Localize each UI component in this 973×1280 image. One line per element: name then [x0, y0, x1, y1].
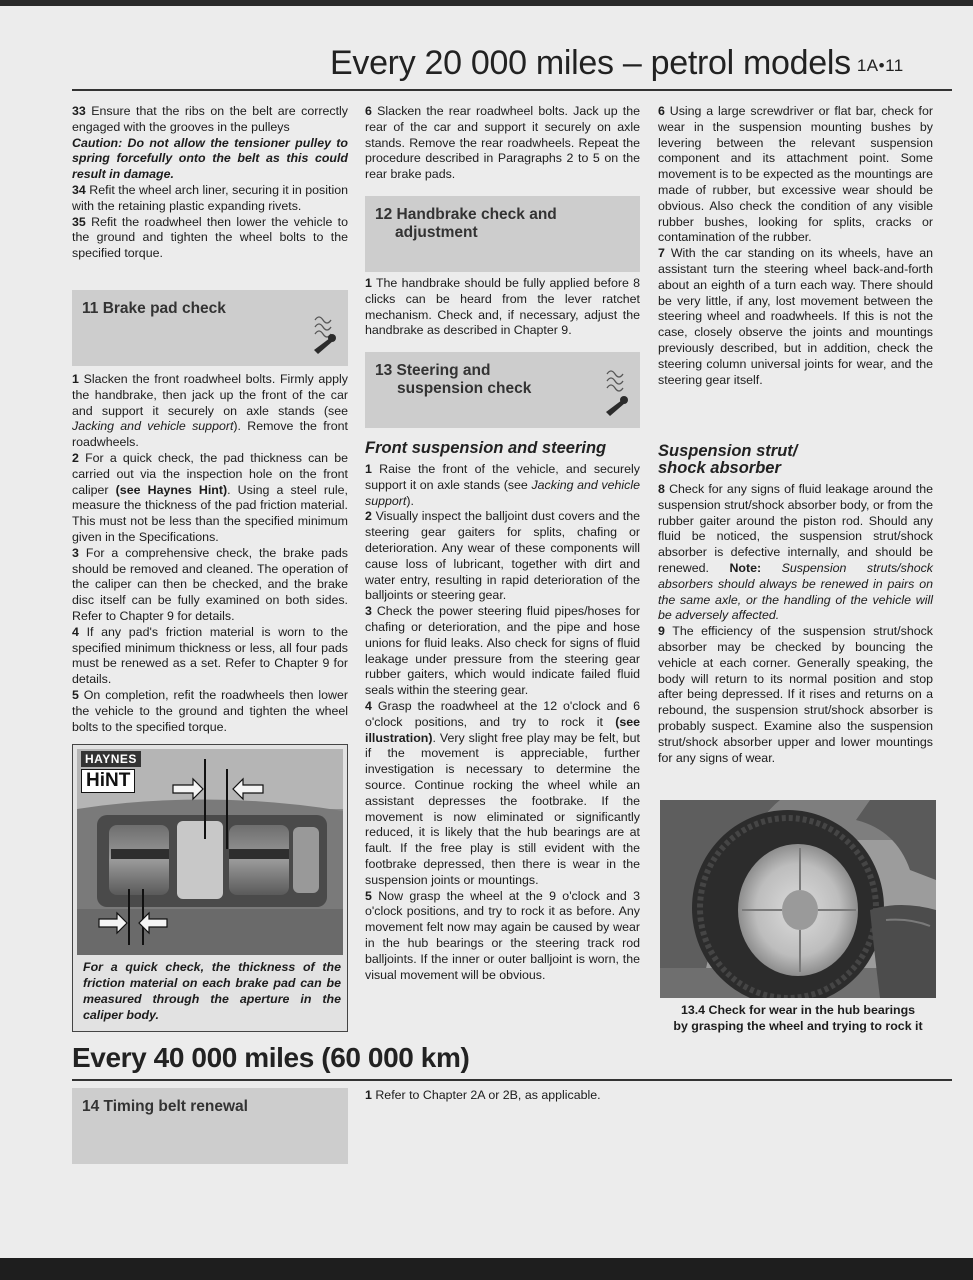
section-12-title [375, 206, 557, 242]
step-number: 8 [658, 482, 665, 496]
subheading-suspension-strut [658, 443, 933, 477]
step-text: Raise the front of the vehicle, and securely support it on axle stands (see [365, 462, 640, 492]
step-text: For a quick check, the pad thickness can be carried out via the inspection hole on the front caliper [72, 450, 349, 497]
step-number: 3 [365, 604, 372, 619]
section-13-box [365, 352, 640, 428]
step-number: 35 [72, 214, 86, 229]
col1-brake-text [72, 372, 348, 735]
wheel-photo [660, 800, 936, 998]
step-text: Visually inspect the balljoint dust covers and the steering gear gaiters for splits, chafing or deterioration. Any wear of these components will cause loss of lubricant, together with dirt and water entry, resulting in rapid deterioration of the balljoints or steering gear. [365, 509, 640, 603]
steering-step-7 [658, 246, 933, 388]
top-rule [0, 0, 973, 6]
step-text: With the car standing on its wheels, have an assistant turn the steering wheel back-and-forth about an eighth of a turn each way. There should be very little, if any, lost movement between the steering wheel and roadwheels. If this is not the case, closely observe the joints and mountings previously described, but in addition, check the steering column universal joints for wear, and the steering gear itself. [658, 246, 933, 387]
step-text: Slacken the rear roadwheel bolts. Jack up the rear of the car and support it securely on axle stands. Remove the rear roadwheels. Repeat the procedure described in Paragraphs 2 to 5 on the rear brake pads. [365, 104, 640, 182]
wheel-photo-caption-line-1: 13.4 Check for wear in the hub bearings [680, 1003, 916, 1017]
subheading-line-1: Suspension strut/ [658, 442, 798, 460]
step-number: 2 [365, 509, 372, 524]
section-12-title-line-2: adjustment [395, 224, 478, 241]
brake-step-5 [72, 688, 348, 735]
step-33 [72, 104, 348, 136]
step-number: 3 [72, 545, 79, 560]
section-40000-rule [72, 1079, 952, 1081]
brake-step-2 [72, 451, 348, 546]
steering-step-3 [365, 604, 640, 699]
section-12-title-line-1: 12 Handbrake check and [375, 206, 557, 223]
page-title [330, 44, 950, 83]
steering-step-1 [365, 462, 640, 509]
step-34 [72, 183, 348, 215]
step-text: ). Remove the front roadwheels. [72, 419, 348, 450]
step-number: 33 [72, 104, 86, 118]
section-14-title: 14 Timing belt renewal [82, 1098, 248, 1115]
col2-timing-text [365, 1088, 640, 1104]
steering-step-2 [365, 509, 640, 604]
strut-step-8 [658, 482, 933, 624]
hint-caption: For a quick check, the thickness of the friction material on each brake pad can be measured through the aperture in the caliper body. [83, 960, 341, 1022]
step-text: For a comprehensive check, the brake pads should be removed and cleaned. The operation of the caliper can then be checked, and the brake disc itself can be fully examined on both sides. Refer to Chapter 9 for details. [72, 545, 348, 623]
caution-note: Caution: Do not allow the tensioner pulley to spring forcefully onto the belt as this could result in damage. [72, 135, 348, 182]
page-title-text: Every 20 000 miles – petrol models [330, 44, 851, 82]
step-text-emphasis: Jacking and vehicle support [72, 419, 234, 434]
wheel-photo-caption-line-2: by grasping the wheel and trying to rock it [673, 1018, 923, 1033]
col1-top-text [72, 104, 348, 262]
wheel-photo-caption [660, 1003, 936, 1034]
hint-label: HiNT [81, 769, 135, 793]
step-text: Refit the roadwheel then lower the vehicle to the ground and tighten the wheel bolts to the specified torque. [72, 214, 348, 261]
col2-top-text [365, 104, 640, 183]
step-number: 5 [365, 888, 372, 903]
step-number: 4 [365, 698, 372, 713]
col2-steering-text [365, 462, 640, 983]
step-text: Grasp the roadwheel at the 12 o'clock and 6 o'clock positions, and try to rock it [365, 698, 640, 729]
step-number: 5 [72, 687, 79, 702]
step-text: Check the power steering fluid pipes/hoses for chafing or deterioration, and the pipe and hose unions for fluid leaks. Also check for signs of fluid leakage under pressure from the steering gear rubber gaiters, which would indicate failed fluid seals within the steering gear. [365, 604, 640, 698]
step-35 [72, 215, 348, 262]
step-text: Check for any signs of fluid leakage around the suspension strut/shock absorber body, or from the rubber gaiter around the piston rod. Should any fluid be noticed, the suspension strut/shock absorber is defective internally, and should be renewed. [658, 482, 933, 575]
steering-step-5 [365, 889, 640, 984]
illustration-reference: (see illustration) [365, 714, 640, 745]
step-text: Using a large screwdriver or flat bar, check for wear in the suspension mounting bushes by levering between the relevant suspension component and its attachment point. Some movement is to be expected as the mountings are made of rubber, but excessive wear should be obvious. Also check the condition of any visible rubber bushes, looking for splits, cracks or contamination of the rubber. [658, 104, 933, 245]
step-text-emphasis: Jacking and vehicle support [365, 477, 640, 508]
step-text: Refer to Chapter 2A or 2B, as applicable. [375, 1088, 601, 1102]
section-11-title: 11 Brake pad check [82, 300, 226, 317]
col2-handbrake-text [365, 276, 640, 339]
step-number: 6 [365, 104, 372, 118]
step-text: . Very slight free play may be felt, but if the movement is appreciable, further investigation is necessary to determine the source. Continue rocking the wheel while an assistant depresses the footbrake. If the movement is now eliminated or significantly reduced, it is likely that the hub bearings are at fault. If the free play is still evident with the footbrake depressed, then there is wear in the suspension joints or mountings. [365, 730, 640, 887]
hint-reference: (see Haynes Hint) [115, 482, 228, 497]
brake-step-1 [72, 372, 348, 451]
step-number: 1 [365, 276, 372, 290]
step-text: The handbrake should be fully applied before 8 clicks can be heard from the lever ratchet mechanism. Check and, if necessary, adjust the handbrake as described in Chapter 9. [365, 276, 641, 338]
subheading-line-2: shock absorber [658, 459, 781, 477]
timing-step-1 [365, 1088, 640, 1104]
difficulty-wrench-icon [602, 360, 630, 420]
col3-top-text [658, 104, 933, 388]
section-40000-title: Every 40 000 miles (60 000 km) [72, 1042, 470, 1073]
handbrake-step-1 [365, 276, 640, 339]
step-text: Now grasp the wheel at the 9 o'clock and 3 o'clock positions, and try to rock it as before. Any movement felt now may again be caused by wear in the hub bearings or the steering track rod balljoints. If the inner or outer balljoint is worn, the visual movement will be obvious. [365, 888, 640, 982]
step-number: 1 [365, 462, 372, 476]
difficulty-wrench-icon [310, 298, 338, 358]
col3-strut-text [658, 482, 933, 766]
subheading-front-suspension: Front suspension and steering [365, 439, 607, 457]
note-text: Suspension struts/shock absorbers should always be renewed in pairs on the same axle, or the handling of the vehicle will be adversely affected. [658, 560, 933, 623]
steering-step-4 [365, 699, 640, 889]
haynes-label: HAYNES [81, 751, 141, 767]
steering-step-6 [658, 104, 933, 246]
brake-step-6 [365, 104, 640, 183]
section-13-title [375, 362, 531, 398]
step-text: The efficiency of the suspension strut/shock absorber may be checked by bouncing the vehicle at each corner. Generally speaking, the body will return to its normal position and stop after being depressed. If it rises and returns on a rebound, the suspension strut/shock absorber is probably suspect. Examine also the suspension strut/shock absorber upper and lower mountings for any signs of wear. [658, 624, 933, 765]
section-14-box [72, 1088, 348, 1164]
step-number: 34 [72, 182, 86, 197]
step-text: On completion, refit the roadwheels then lower the vehicle to the ground and tighten the wheel bolts to the specified torque. [72, 687, 348, 734]
step-text: . Using a steel rule, measure the thickness of the pad friction material. This must not be less than the specified minimum given in the Specifications. [72, 482, 348, 544]
step-number: 2 [72, 450, 79, 465]
section-12-box [365, 196, 640, 272]
step-number: 7 [658, 246, 665, 261]
brake-step-3 [72, 546, 348, 625]
strut-step-9 [658, 624, 933, 766]
bottom-band [0, 1258, 973, 1280]
page-number: 1A•11 [856, 56, 904, 75]
step-text: Refit the wheel arch liner, securing it in position with the retaining plastic expanding rivets. [72, 182, 348, 213]
step-text: ). [406, 493, 414, 508]
step-number: 6 [658, 104, 665, 118]
section-13-title-line-2: suspension check [397, 380, 532, 397]
step-number: 4 [72, 624, 79, 639]
haynes-hint-box [72, 744, 348, 1032]
title-rule [72, 89, 952, 91]
section-11-box [72, 290, 348, 366]
step-text: Ensure that the ribs on the belt are correctly engaged with the grooves in the pulleys [72, 104, 348, 134]
step-number: 1 [365, 1088, 372, 1102]
step-number: 1 [72, 372, 79, 386]
step-text: If any pad's friction material is worn to the specified minimum thickness or less, all four pads must be renewed as a set. Refer to Chapter 9 for details. [72, 624, 348, 687]
step-text: Slacken the front roadwheel bolts. Firmly apply the handbrake, then jack up the front of the car and support it securely on axle stands (see [72, 372, 348, 418]
note-label: Note: [729, 560, 762, 575]
brake-step-4 [72, 625, 348, 688]
section-13-title-line-1: 13 Steering and [375, 362, 491, 379]
step-number: 9 [658, 624, 665, 639]
